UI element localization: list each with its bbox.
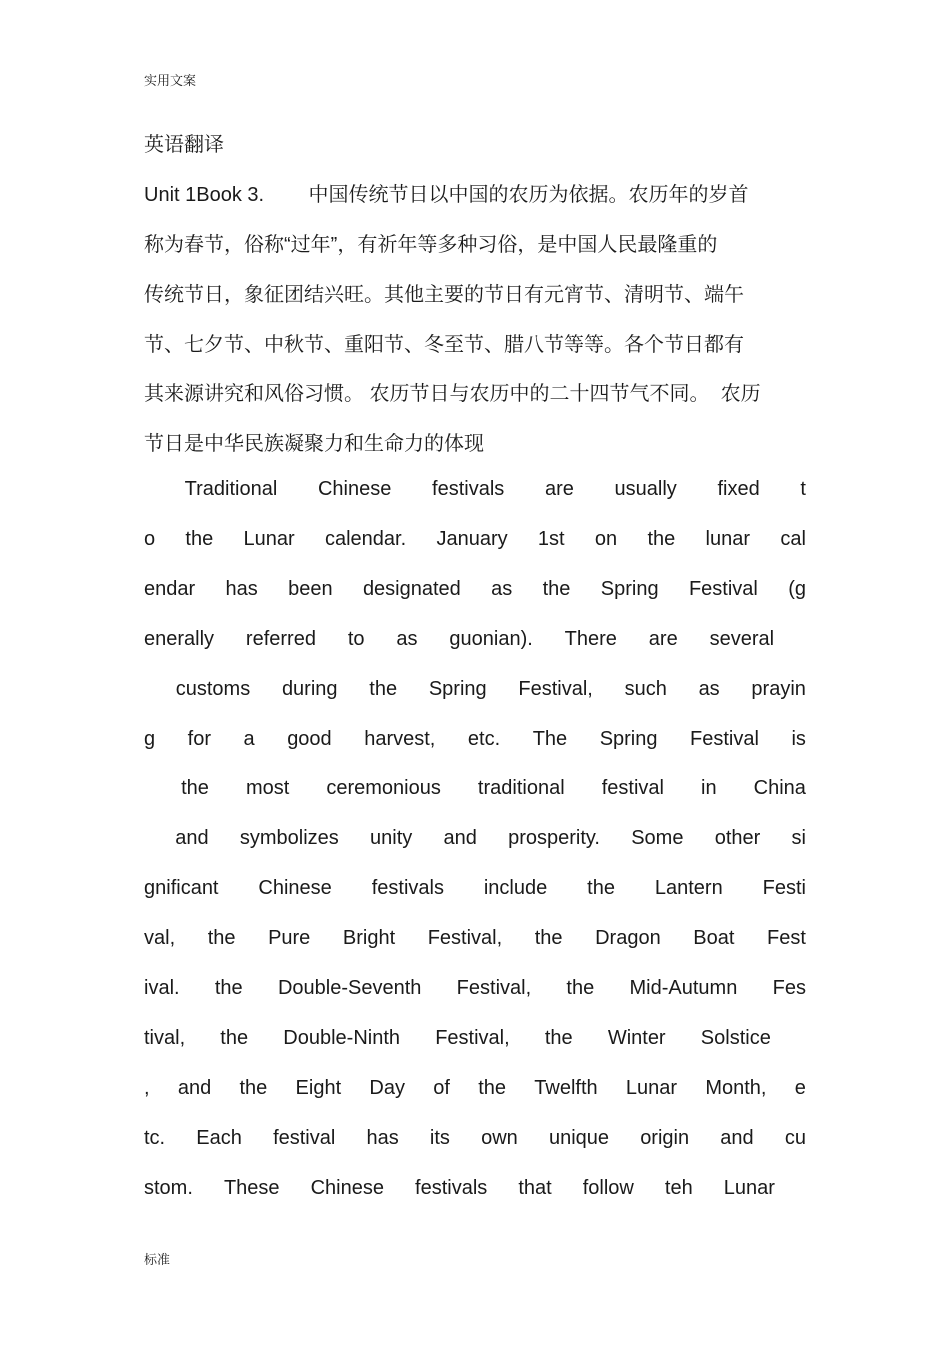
english-line [144, 1027, 806, 1050]
word: Festi [762, 877, 806, 900]
word: Lunar [723, 1176, 775, 1199]
word: fixed [717, 478, 760, 500]
english-line [144, 827, 806, 850]
word: referred [245, 627, 316, 650]
word: , [144, 1076, 150, 1099]
word: festival [273, 1126, 336, 1149]
word: the [239, 1076, 268, 1099]
english-line [144, 927, 806, 950]
english-line [144, 777, 806, 800]
word: Spring [428, 677, 487, 700]
word: Bright [342, 927, 396, 950]
word: on [594, 527, 618, 550]
english-line [144, 1077, 806, 1100]
english-line [144, 977, 806, 1000]
word: been [288, 577, 333, 600]
word: the [647, 527, 676, 550]
word: the [542, 577, 571, 600]
word: ceremonious [326, 777, 441, 800]
word: good [287, 727, 332, 750]
word: festivals [432, 478, 505, 500]
word: 1st [537, 527, 565, 550]
word: Lantern [654, 877, 723, 900]
word: Festival, [518, 677, 593, 700]
word: Festival, [456, 977, 532, 999]
word: the [369, 677, 398, 700]
word: t [800, 478, 806, 500]
word: There [564, 627, 617, 650]
word: as [491, 577, 513, 600]
word: traditional [477, 777, 565, 800]
chinese-line: 节日是中华民族凝聚力和生命力的体现 [144, 433, 484, 455]
word: Lunar [625, 1076, 678, 1099]
word: harvest, [364, 727, 436, 750]
word: o [144, 527, 156, 550]
word: Festival [690, 727, 759, 750]
word: Chinese [258, 877, 332, 900]
word: the [534, 927, 563, 950]
word: festivals [415, 1176, 488, 1199]
word: etc. [467, 727, 501, 750]
word: Eight [295, 1076, 342, 1099]
word: calendar. [324, 527, 407, 550]
word: si [791, 827, 806, 850]
word: as [698, 677, 720, 700]
english-line [144, 578, 806, 601]
word: has [366, 1126, 399, 1149]
word: in [701, 777, 717, 800]
word: origin [640, 1126, 690, 1149]
word: festival [601, 777, 664, 800]
word: Solstice [700, 1026, 771, 1049]
word: Month, [705, 1076, 767, 1099]
word: other [714, 827, 761, 850]
word: Mid-Autumn [629, 977, 738, 999]
word: Chinese [317, 478, 392, 500]
word: Chinese [310, 1176, 384, 1199]
word: g [144, 727, 156, 750]
word: The [532, 727, 568, 750]
word: festivals [371, 877, 444, 900]
word: teh [664, 1176, 693, 1199]
word: Traditional [184, 478, 278, 500]
word: Winter [607, 1026, 666, 1049]
word: the [587, 877, 615, 900]
word: January [436, 527, 508, 550]
word: usually [614, 478, 677, 500]
word: China [753, 777, 806, 800]
word: several [709, 627, 775, 650]
word: Day [369, 1076, 405, 1099]
word: for [187, 727, 211, 750]
word: a [243, 727, 255, 750]
word: and [720, 1126, 754, 1149]
word: during [281, 677, 338, 700]
word: the [220, 1026, 249, 1049]
word: stom. [144, 1176, 193, 1199]
word: Some [631, 827, 684, 850]
word: its [429, 1126, 450, 1149]
english-line [144, 877, 806, 900]
word: to [347, 627, 365, 650]
word: the [566, 977, 595, 999]
word: Dragon [595, 927, 661, 950]
word: of [433, 1076, 450, 1099]
word: are [648, 627, 678, 650]
word: as [396, 627, 418, 650]
chinese-line: 传统节日，象征团结兴旺。其他主要的节日有元宵节、清明节、端午 [144, 284, 744, 306]
word: Festival, [435, 1026, 510, 1049]
word: Double-Ninth [283, 1026, 401, 1049]
word: follow [582, 1176, 634, 1199]
english-line [144, 528, 806, 551]
word: are [544, 478, 574, 500]
word: has [225, 577, 258, 600]
word: is [791, 727, 806, 750]
english-line [144, 1177, 806, 1200]
word: Lunar [243, 527, 295, 550]
english-line [144, 628, 806, 651]
word: guonian). [449, 627, 533, 650]
chinese-line: 节、七夕节、中秋节、重阳节、冬至节、腊八节等等。各个节日都有 [144, 334, 744, 356]
word: such [624, 677, 667, 700]
word: the [185, 527, 214, 550]
chinese-line: Unit 1Book 3. 中国传统节日以中国的农历为依据。农历年的岁首 [144, 184, 749, 206]
word: the [544, 1026, 573, 1049]
english-line [144, 728, 806, 751]
word: that [518, 1176, 552, 1199]
english-line [144, 678, 806, 701]
word: and [175, 827, 209, 850]
word: designated [362, 577, 461, 600]
word: (g [788, 577, 806, 600]
word: and [443, 827, 477, 850]
word: Each [196, 1126, 242, 1149]
document-title: 英语翻译 [144, 134, 224, 156]
word: Pure [268, 927, 311, 950]
word: Fest [766, 927, 806, 950]
word: Spring [599, 727, 658, 750]
word: Festival, [427, 927, 503, 950]
word: Fes [772, 977, 806, 999]
word: Spring [600, 577, 659, 600]
word: most [245, 777, 290, 800]
word: val, [144, 927, 176, 950]
word: Double-Seventh [277, 977, 422, 999]
word: customs [175, 677, 251, 700]
word: e [794, 1076, 806, 1099]
word: and [177, 1076, 212, 1099]
word: ival. [144, 977, 180, 999]
page-footer: 标准 [144, 1252, 171, 1267]
page-header: 实用文案 [144, 73, 197, 88]
english-line [144, 478, 806, 501]
word: the [478, 1076, 507, 1099]
word: Festival [688, 577, 758, 600]
word: the [207, 927, 236, 950]
word: prosperity. [508, 827, 600, 850]
word: symbolizes [239, 827, 339, 850]
word: tc. [144, 1126, 166, 1149]
word: unity [370, 827, 413, 850]
word: endar [144, 577, 196, 600]
english-line [144, 1127, 806, 1150]
word: Twelfth [534, 1076, 598, 1099]
word: enerally [144, 627, 215, 650]
word: unique [548, 1126, 610, 1149]
chinese-line: 其来源讲究和风俗习惯。 农历节日与农历中的二十四节气不同。 农历 [144, 383, 761, 405]
word: own [481, 1126, 518, 1149]
word: Boat [693, 927, 735, 950]
word: the [214, 977, 243, 999]
word: lunar [705, 527, 751, 550]
word: cu [784, 1126, 806, 1149]
chinese-line: 称为春节，俗称“过年”，有祈年等多种习俗，是中国人民最隆重的 [144, 234, 718, 256]
word: include [483, 877, 548, 900]
word: prayin [751, 677, 806, 700]
word: These [223, 1176, 280, 1199]
word: cal [780, 527, 806, 550]
word: gnificant [144, 877, 219, 900]
word: tival, [144, 1026, 186, 1049]
word: the [181, 777, 209, 800]
